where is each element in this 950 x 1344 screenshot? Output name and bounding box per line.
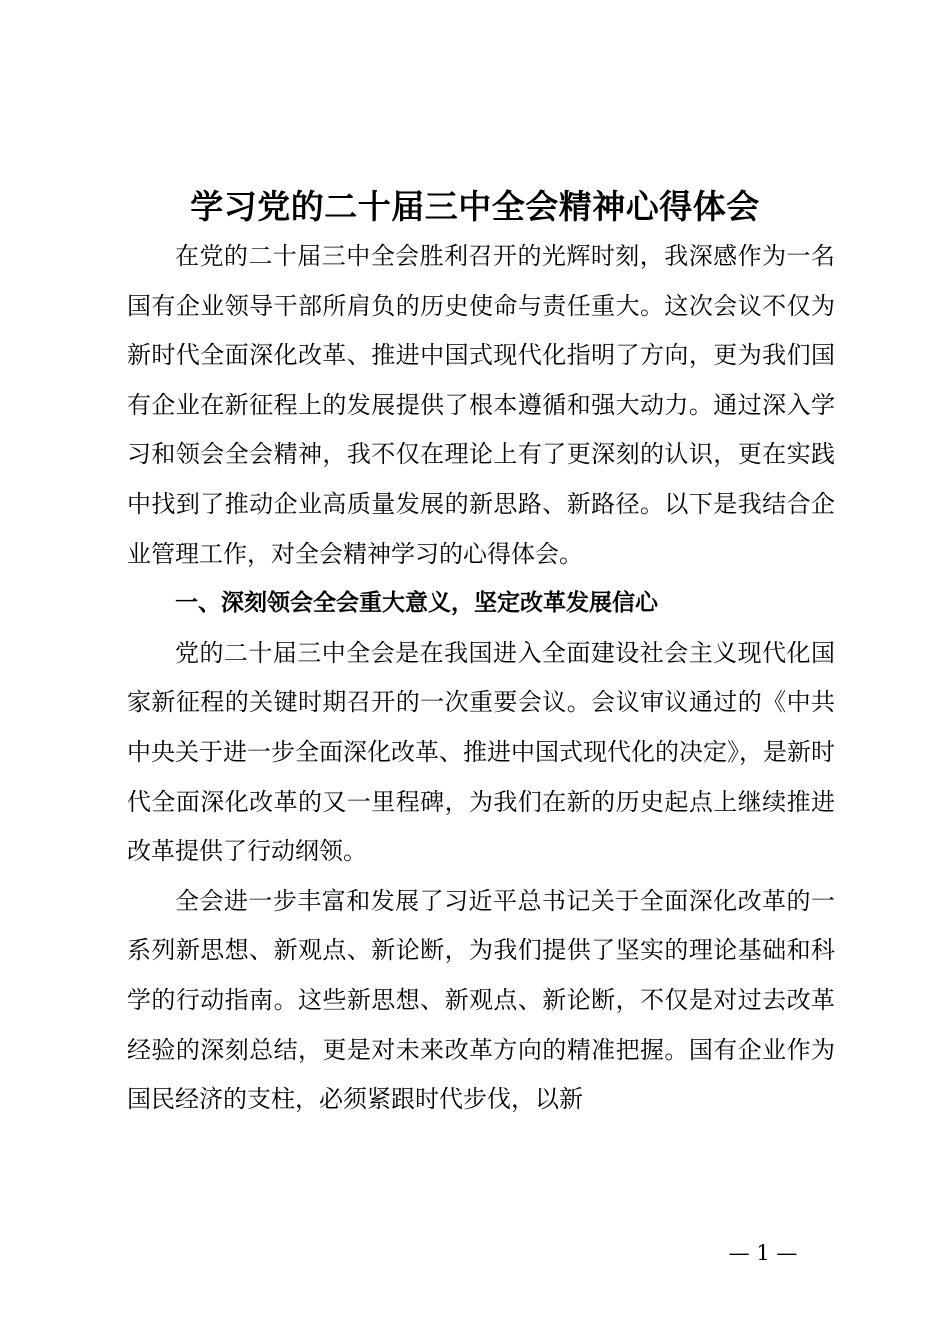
paragraph-intro: 在党的二十届三中全会胜利召开的光辉时刻，我深感作为一名国有企业领导干部所肩负的历史使命与责任重大。这次会议不仅为新时代全面深化改革、推进中国式现代化指明了方向，更为我们国有企业在新征程上的发展提供了根本遵循和强大动力。通过深入学习和领会全会精神，我不仅在理论上有了更深刻的认识，更在实践中找到了推动企业高质量发展的新思路、新路径。以下是我结合企业管理工作，对全会精神学习的心得体会。 — [127, 242, 835, 568]
document-title: 学习党的二十届三中全会精神心得体会 — [190, 187, 760, 226]
section-heading: 一、深刻领会全会重大意义，坚定改革发展信心 — [175, 590, 658, 617]
document-body — [127, 232, 835, 1125]
paragraph-section-1-b: 全会进一步丰富和发展了习近平总书记关于全面深化改革的一系列新思想、新观点、新论断，为我们提供了坚实的理论基础和科学的行动指南。这些新思想、新观点、新论断，不仅是对过去改革经验的深刻总结，更是对未来改革方向的精准把握。国有企业作为国民经济的支柱，必须紧跟时代步伐，以新 — [127, 886, 835, 1114]
paragraph-section-1-a: 党的二十届三中全会是在我国进入全面建设社会主义现代化国家新征程的关键时期召开的一次重要会议。会议审议通过的《中共中央关于进一步全面深化改革、推进中国式现代化的决定》，是新时代全面深化改革的又一里程碑，为我们在新的历史起点上继续推进改革提供了行动纲领。 — [127, 638, 835, 866]
page-number: — 1 — — [728, 1241, 798, 1265]
